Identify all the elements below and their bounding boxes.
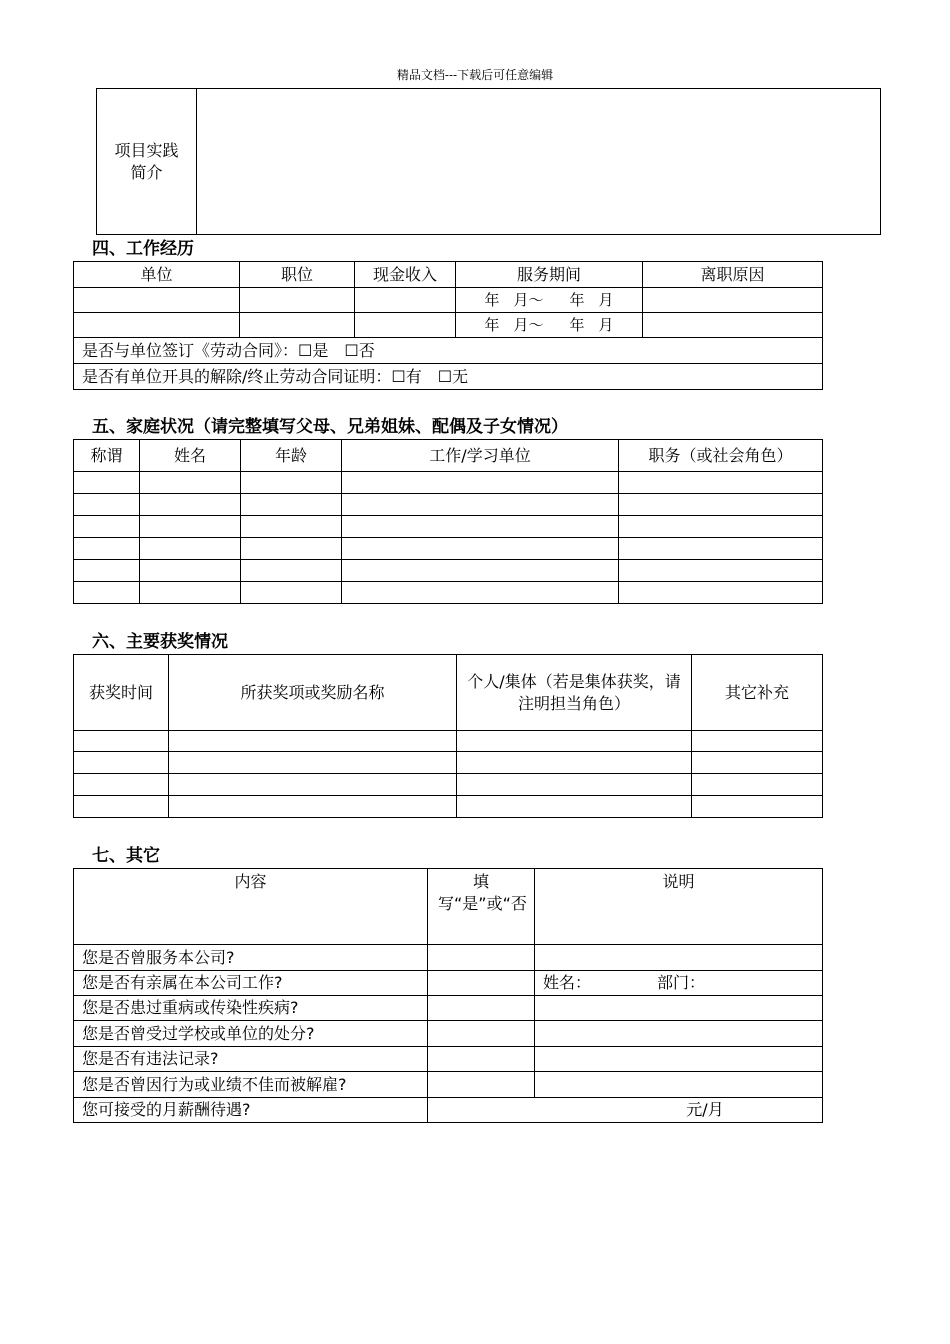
family-cell[interactable] bbox=[241, 516, 342, 538]
date-month-to: 月～ bbox=[513, 291, 544, 309]
family-cell[interactable] bbox=[619, 560, 823, 582]
family-cell[interactable] bbox=[74, 472, 140, 494]
other-row bbox=[74, 971, 823, 996]
awards-cell[interactable] bbox=[457, 796, 692, 818]
family-row bbox=[74, 516, 823, 538]
awards-row bbox=[74, 752, 823, 774]
date-month-to: 月～ bbox=[513, 316, 544, 334]
awards-header-name: 所获奖项或奖励名称 bbox=[169, 655, 457, 731]
answer-cell[interactable] bbox=[428, 1072, 535, 1098]
family-header-workplace: 工作/学习单位 bbox=[342, 440, 619, 472]
salary-cell[interactable] bbox=[428, 1098, 823, 1123]
note-cell[interactable] bbox=[535, 945, 823, 971]
date-month: 月 bbox=[598, 316, 614, 334]
work-cell[interactable] bbox=[643, 313, 823, 338]
question-illness: 您是否患过重病或传染性疾病? bbox=[74, 996, 428, 1021]
awards-cell[interactable] bbox=[692, 752, 823, 774]
work-header-income: 现金收入 bbox=[355, 262, 456, 288]
family-row bbox=[74, 494, 823, 516]
awards-cell[interactable] bbox=[74, 752, 169, 774]
family-cell[interactable] bbox=[342, 472, 619, 494]
family-cell[interactable] bbox=[241, 538, 342, 560]
awards-cell[interactable] bbox=[457, 731, 692, 752]
awards-cell[interactable] bbox=[74, 774, 169, 796]
family-cell[interactable] bbox=[140, 538, 241, 560]
work-section-title: 四、工作经历 bbox=[92, 239, 194, 259]
note-cell[interactable] bbox=[535, 1047, 823, 1072]
family-header-age: 年龄 bbox=[241, 440, 342, 472]
work-period-cell[interactable] bbox=[456, 288, 643, 313]
answer-cell[interactable] bbox=[428, 1021, 535, 1047]
awards-header-type: 个人/集体（若是集体获奖，请注明担当角色） bbox=[457, 655, 692, 731]
answer-cell[interactable] bbox=[428, 945, 535, 971]
question-criminal-record: 您是否有违法记录? bbox=[74, 1047, 428, 1072]
date-year: 年 bbox=[484, 316, 500, 334]
work-header-reason: 离职原因 bbox=[643, 262, 823, 288]
other-row bbox=[74, 996, 823, 1021]
other-section-title: 七、其它 bbox=[92, 846, 160, 866]
date-year: 年 bbox=[569, 316, 585, 334]
family-row bbox=[74, 538, 823, 560]
note-cell[interactable] bbox=[535, 996, 823, 1021]
work-cell[interactable] bbox=[74, 288, 240, 313]
awards-cell[interactable] bbox=[457, 752, 692, 774]
family-cell[interactable] bbox=[74, 538, 140, 560]
awards-cell[interactable] bbox=[74, 731, 169, 752]
awards-cell[interactable] bbox=[692, 731, 823, 752]
other-row bbox=[74, 1098, 823, 1123]
other-row bbox=[74, 1072, 823, 1098]
family-row bbox=[74, 560, 823, 582]
awards-cell[interactable] bbox=[74, 796, 169, 818]
note-cell[interactable] bbox=[535, 1072, 823, 1098]
work-cell[interactable] bbox=[643, 288, 823, 313]
question-relatives: 您是否有亲属在本公司工作? bbox=[74, 971, 428, 996]
salary-unit: 元/月 bbox=[686, 1100, 724, 1119]
family-section-title: 五、家庭状况（请完整填写父母、兄弟姐妹、配偶及子女情况） bbox=[92, 417, 568, 437]
awards-row bbox=[74, 774, 823, 796]
family-cell[interactable] bbox=[342, 538, 619, 560]
family-cell[interactable] bbox=[342, 582, 619, 604]
question-served-company: 您是否曾服务本公司? bbox=[74, 945, 428, 971]
work-cell[interactable] bbox=[74, 313, 240, 338]
date-month: 月 bbox=[598, 291, 614, 309]
family-cell[interactable] bbox=[74, 582, 140, 604]
family-cell[interactable] bbox=[619, 516, 823, 538]
family-cell[interactable] bbox=[140, 560, 241, 582]
question-discipline: 您是否曾受过学校或单位的处分? bbox=[74, 1021, 428, 1047]
awards-cell[interactable] bbox=[692, 796, 823, 818]
family-cell[interactable] bbox=[342, 516, 619, 538]
question-salary: 您可接受的月薪酬待遇? bbox=[74, 1098, 428, 1123]
relative-name-label: 姓名： bbox=[543, 973, 592, 992]
family-cell[interactable] bbox=[74, 560, 140, 582]
awards-section-title: 六、主要获奖情况 bbox=[92, 632, 228, 652]
other-row bbox=[74, 1021, 823, 1047]
family-cell[interactable] bbox=[74, 494, 140, 516]
family-cell[interactable] bbox=[140, 494, 241, 516]
family-header-role: 职务（或社会角色） bbox=[619, 440, 823, 472]
family-header-relation: 称谓 bbox=[74, 440, 140, 472]
other-header-answer: 填写“是”或“否 bbox=[428, 869, 535, 945]
date-year: 年 bbox=[484, 291, 500, 309]
project-label-line1: 项目实践 bbox=[114, 140, 179, 160]
awards-table bbox=[73, 654, 823, 818]
family-cell[interactable] bbox=[619, 538, 823, 560]
family-cell[interactable] bbox=[619, 472, 823, 494]
work-row bbox=[74, 288, 823, 313]
family-table bbox=[73, 439, 823, 604]
other-row bbox=[74, 1047, 823, 1072]
project-label-line2: 简介 bbox=[130, 162, 163, 182]
work-cell[interactable] bbox=[355, 313, 456, 338]
project-label-cell bbox=[97, 89, 197, 235]
family-header-name: 姓名 bbox=[140, 440, 241, 472]
work-row bbox=[74, 313, 823, 338]
awards-header-time: 获奖时间 bbox=[74, 655, 169, 731]
awards-cell[interactable] bbox=[169, 752, 457, 774]
family-cell[interactable] bbox=[619, 582, 823, 604]
termination-cert-question[interactable]: 是否有单位开具的解除/终止劳动合同证明：☐有 ☐无 bbox=[74, 364, 823, 390]
work-cell[interactable] bbox=[240, 313, 355, 338]
work-period-cell[interactable] bbox=[456, 313, 643, 338]
family-cell[interactable] bbox=[140, 472, 241, 494]
family-row bbox=[74, 582, 823, 604]
date-year: 年 bbox=[569, 291, 585, 309]
awards-cell[interactable] bbox=[169, 796, 457, 818]
family-cell[interactable] bbox=[140, 516, 241, 538]
awards-row bbox=[74, 731, 823, 752]
family-cell[interactable] bbox=[140, 582, 241, 604]
header-note: 精品文档---下载后可任意编辑 bbox=[396, 68, 554, 82]
family-cell[interactable] bbox=[241, 560, 342, 582]
other-header-content: 内容 bbox=[74, 869, 428, 945]
family-cell[interactable] bbox=[342, 560, 619, 582]
answer-cell[interactable] bbox=[428, 996, 535, 1021]
work-cell[interactable] bbox=[240, 288, 355, 313]
family-cell[interactable] bbox=[342, 494, 619, 516]
work-header-period: 服务期间 bbox=[456, 262, 643, 288]
awards-header-extra: 其它补充 bbox=[692, 655, 823, 731]
project-table bbox=[96, 88, 881, 235]
awards-row bbox=[74, 796, 823, 818]
project-content-cell[interactable] bbox=[197, 89, 881, 235]
awards-cell[interactable] bbox=[457, 774, 692, 796]
family-cell[interactable] bbox=[241, 582, 342, 604]
other-table bbox=[73, 868, 823, 1123]
work-header-unit: 单位 bbox=[74, 262, 240, 288]
work-cell[interactable] bbox=[355, 288, 456, 313]
note-cell[interactable] bbox=[535, 1021, 823, 1047]
awards-cell[interactable] bbox=[169, 774, 457, 796]
work-table bbox=[73, 261, 823, 390]
other-row bbox=[74, 945, 823, 971]
work-header-position: 职位 bbox=[240, 262, 355, 288]
relative-dept-label: 部门： bbox=[657, 973, 706, 992]
family-cell[interactable] bbox=[241, 472, 342, 494]
answer-cell[interactable] bbox=[428, 1047, 535, 1072]
family-cell[interactable] bbox=[241, 494, 342, 516]
awards-cell[interactable] bbox=[169, 731, 457, 752]
note-cell-relative[interactable] bbox=[535, 971, 823, 996]
contract-question[interactable]: 是否与单位签订《劳动合同》：☐是 ☐否 bbox=[74, 338, 823, 364]
question-dismissed: 您是否曾因行为或业绩不佳而被解雇? bbox=[74, 1072, 428, 1098]
family-row bbox=[74, 472, 823, 494]
family-cell[interactable] bbox=[619, 494, 823, 516]
other-header-note: 说明 bbox=[535, 869, 823, 945]
family-cell[interactable] bbox=[74, 516, 140, 538]
answer-cell[interactable] bbox=[428, 971, 535, 996]
awards-cell[interactable] bbox=[692, 774, 823, 796]
